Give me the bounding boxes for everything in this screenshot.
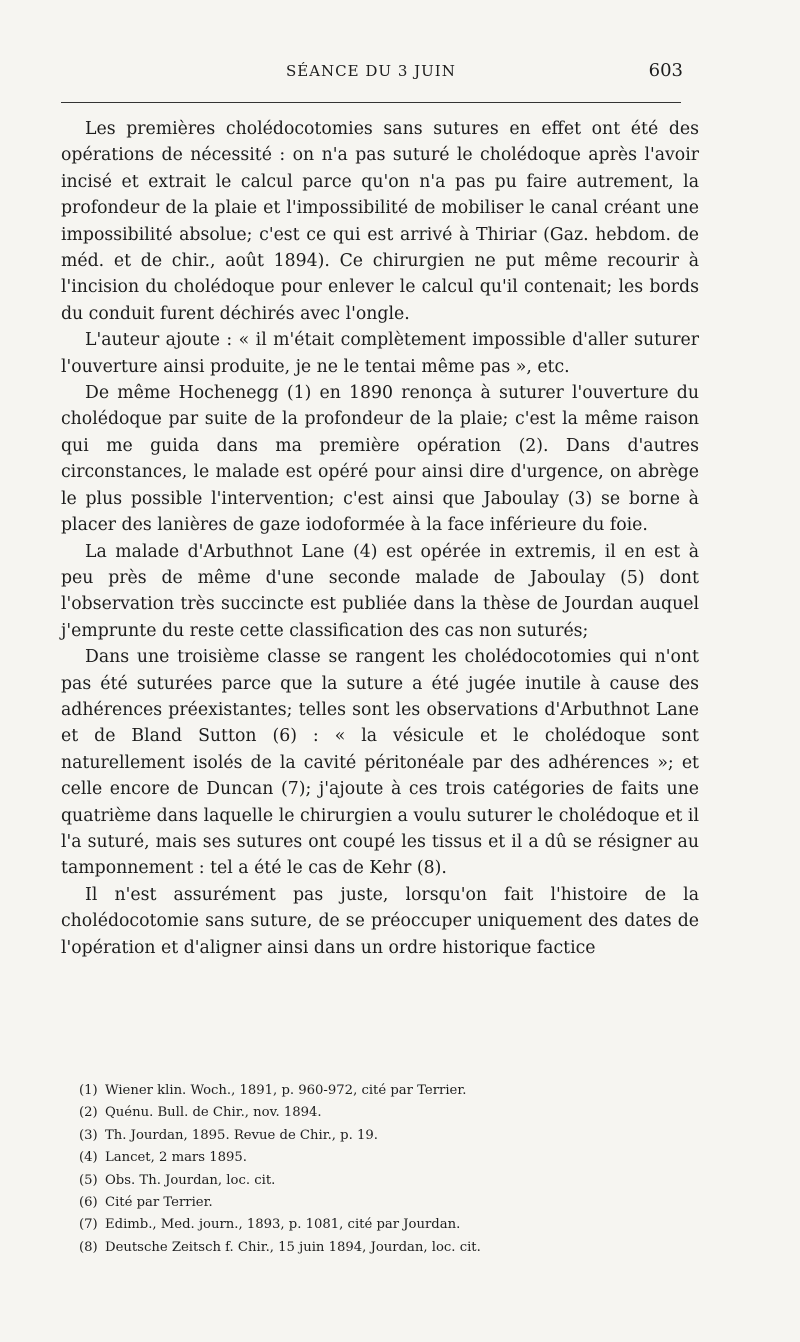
footnote-text: Th. Jourdan, 1895. Revue de Chir., p. 19. <box>105 1127 378 1143</box>
footnote <box>79 1192 679 1214</box>
footnote-text: Edimb., Med. journ., 1893, p. 1081, cité par Jourdan. <box>105 1217 461 1233</box>
footnote-number: (2) <box>79 1105 98 1121</box>
footnote <box>79 1214 679 1236</box>
footnote-number: (8) <box>79 1239 98 1255</box>
footnote-number: (1) <box>79 1083 98 1098</box>
footnote-number: (6) <box>79 1195 98 1211</box>
footnote-number: (4) <box>79 1150 98 1166</box>
page-number: 603 <box>648 60 683 81</box>
footnote-text: Deutsche Zeitsch f. Chir., 15 juin 1894, Jourdan, loc. cit. <box>105 1239 481 1255</box>
footnote-text: Wiener klin. Woch., 1891, p. 960-972, cité par Terrier. <box>105 1083 467 1098</box>
paragraph: Dans une troisième classe se rangent les cholédocotomies qui n'ont pas été suturées parce que la suture a été jugée inutile à cause des adhérences préexistantes; telles sont les observations d'Arbuthnot Lane et de Bland Sutton (6) : « la vésicule et le cholédoque sont naturellement isolés de la cavité péritonéale par des adhérences »; et celle encore de Duncan (7); j'ajoute à ces trois catégories de faits une quatrième dans laquelle le chirurgien a voulu suturer le cholédoque et il l'a suturé, mais ses sutures ont coupé les tissus et il a dû se résigner au tamponnement : tel a été le cas de Kehr (8). <box>61 647 699 879</box>
footnotes <box>79 1080 679 1259</box>
paragraph: Les premières cholédocotomies sans sutures en effet ont été des opérations de nécessité : on n'a pas suturé le cholédoque après l'avoir incisé et extrait le calcul parce qu'on n'a pas pu faire autrement, la profondeur de la plaie et l'impossibilité de mobiliser le canal créant une impossibilité absolue; c'est ce qui est arrivé à Thiriar (Gaz. hebdom. de méd. et de chir., août 1894). Ce chirurgien ne put même recourir à l'incision du cholédoque pour enlever le calcul qu'il contenait; les bords du conduit furent déchirés avec l'ongle. <box>61 119 699 324</box>
paragraph: L'auteur ajoute : « il m'était complètement impossible d'aller suturer l'ouverture ainsi produite, je ne le tentai même pas », etc. <box>61 330 699 377</box>
footnote-text: Obs. Th. Jourdan, loc. cit. <box>105 1172 276 1188</box>
book-page <box>61 0 699 1342</box>
footnote <box>79 1125 679 1147</box>
footnote-number: (3) <box>79 1127 98 1143</box>
footnote-text: Lancet, 2 mars 1895. <box>105 1150 247 1166</box>
footnote-text: Quénu. Bull. de Chir., nov. 1894. <box>105 1105 322 1121</box>
running-title: SÉANCE DU 3 JUIN <box>286 62 456 80</box>
body-text <box>61 116 699 961</box>
paragraph: Il n'est assurément pas juste, lorsqu'on fait l'histoire de la cholédocotomie sans suture, de se préoccuper uniquement des dates de l'opération et d'aligner ainsi dans un ordre historique factice <box>61 884 699 958</box>
paragraph: De même Hochenegg (1) en 1890 renonça à suturer l'ouverture du cholédoque par suite de la profondeur de la plaie; c'est la même raison qui me guida dans ma première opération (2). Dans d'autres circonstances, le malade est opéré pour ainsi dire d'urgence, on abrège le plus possible l'intervention; c'est ainsi que Jaboulay (3) se borne à placer des lanières de gaze iodoformée à la face inférieure du foie. <box>61 383 699 536</box>
footnote <box>79 1237 679 1259</box>
page-header <box>61 58 699 88</box>
header-rule <box>61 102 681 103</box>
paragraph: La malade d'Arbuthnot Lane (4) est opérée in extremis, il en est à peu près de même d'une seconde malade de Jaboulay (5) dont l'observation très succincte est publiée dans la thèse de Jourdan auquel j'emprunte du reste cette classification des cas non suturés; <box>61 541 699 641</box>
footnote-number: (7) <box>79 1217 98 1233</box>
footnote <box>79 1170 679 1192</box>
footnote <box>79 1080 679 1102</box>
footnote-text: Cité par Terrier. <box>105 1195 213 1211</box>
footnote-number: (5) <box>79 1172 98 1188</box>
footnote <box>79 1147 679 1169</box>
footnote <box>79 1102 679 1124</box>
